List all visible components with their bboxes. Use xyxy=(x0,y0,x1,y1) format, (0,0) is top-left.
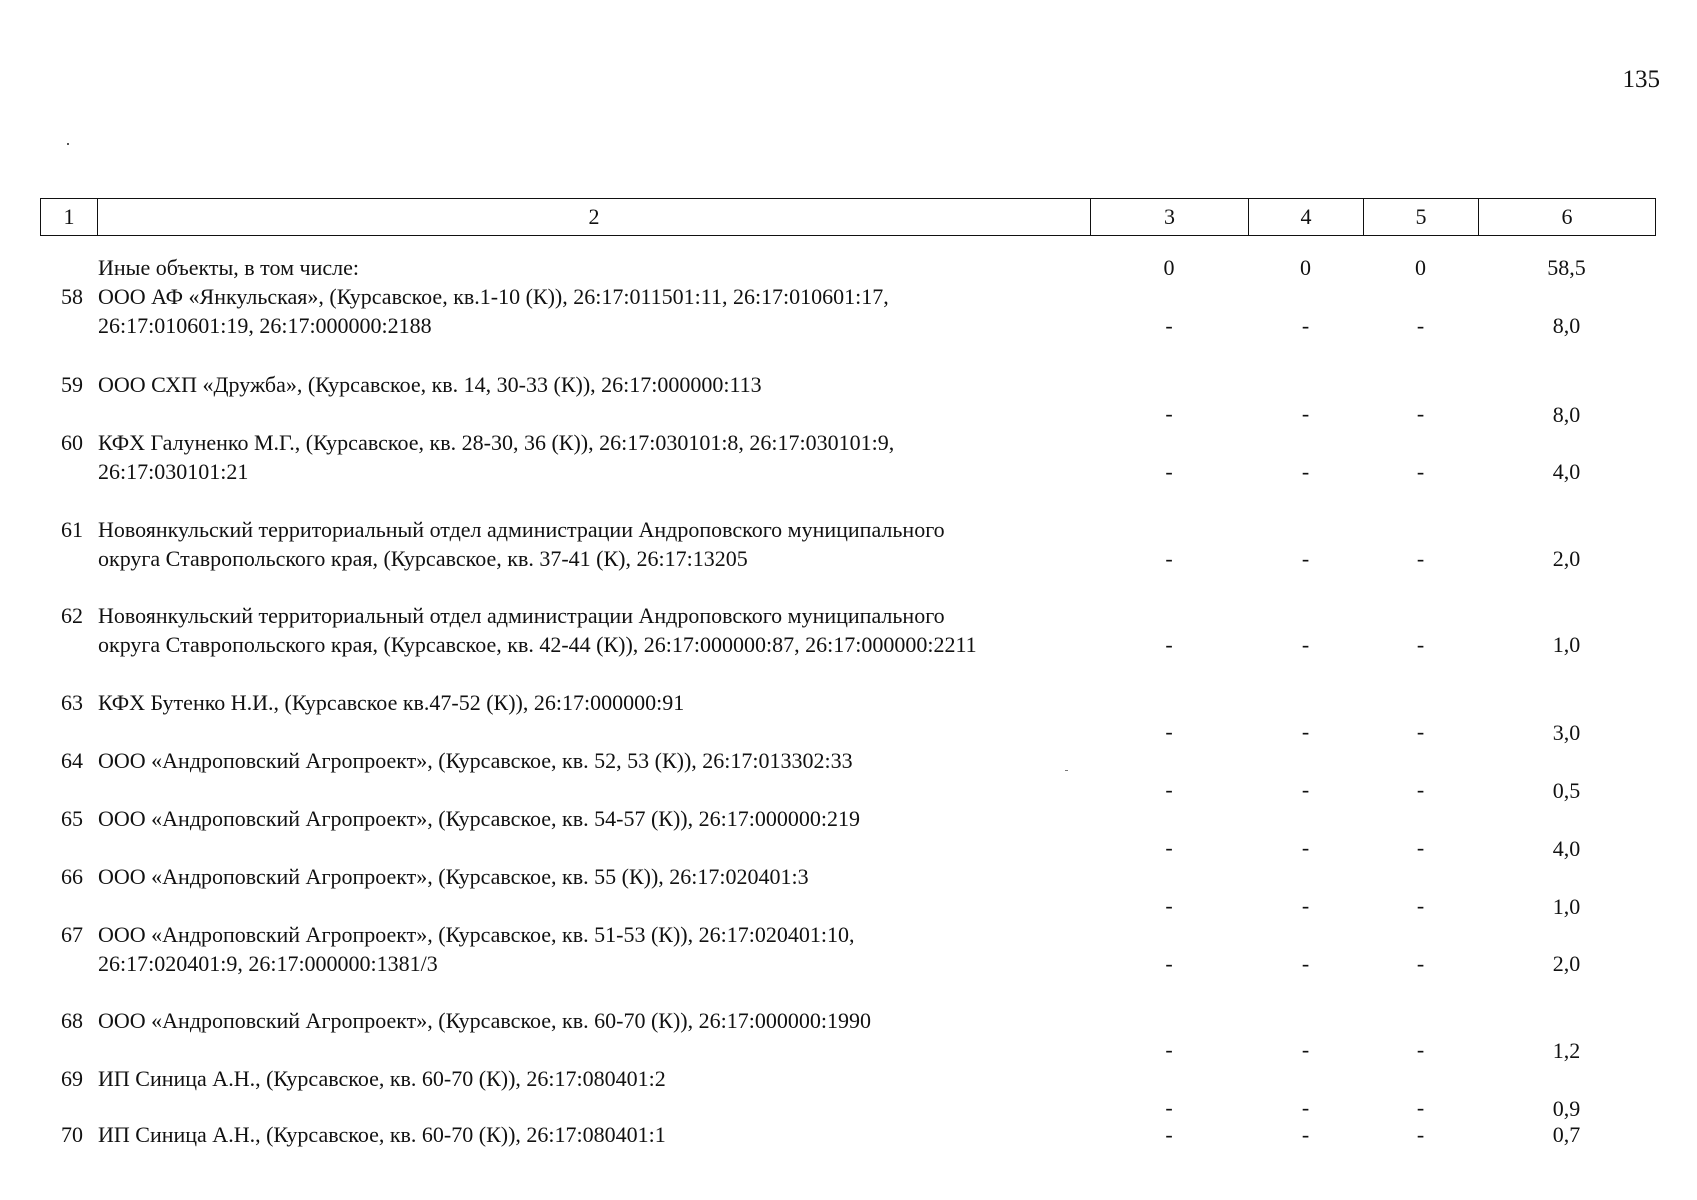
row-description xyxy=(98,370,1098,399)
row-description-line: ООО АФ «Янкульская», (Курсавское, кв.1-10 (К)), 26:17:011501:11, 26:17:010601:17, xyxy=(98,284,889,309)
row-col6-value: 0,5 xyxy=(1552,778,1581,803)
row-number: 67 xyxy=(61,922,83,947)
row-description-line: Новоянкульский территориальный отдел администрации Андроповского муниципального xyxy=(98,603,945,628)
row-col3-value: - xyxy=(1165,632,1173,657)
row-description-line: КФХ Галуненко М.Г., (Курсавское, кв. 28-30, 36 (К)), 26:17:030101:8, 26:17:030101:9, xyxy=(98,430,895,455)
row-col6-value: 8,0 xyxy=(1552,402,1581,427)
row-description-line: ООО «Андроповский Агропроект», (Курсавское, кв. 51-53 (К)), 26:17:020401:10, xyxy=(98,922,855,947)
column-header-1: 1 xyxy=(41,199,98,236)
row-number: 63 xyxy=(61,690,83,715)
row-col3-value: - xyxy=(1165,401,1173,426)
scan-speck xyxy=(67,143,69,145)
row-col5-value: - xyxy=(1416,951,1425,976)
row-col6-value: 2,0 xyxy=(1552,951,1581,976)
row-col5-value: - xyxy=(1416,719,1425,744)
group-col3-value: 0 xyxy=(1163,255,1175,280)
row-col6-value: 1,2 xyxy=(1552,1038,1581,1063)
column-header-5: 5 xyxy=(1364,199,1479,236)
row-col3-value: - xyxy=(1165,1037,1173,1062)
row-col4-value: - xyxy=(1301,313,1310,338)
column-header-4: 4 xyxy=(1249,199,1364,236)
row-col4-value: - xyxy=(1301,719,1310,744)
row-description-line: округа Ставропольского края, (Курсавское, кв. 37-41 (К), 26:17:13205 xyxy=(98,546,748,571)
row-number: 68 xyxy=(61,1008,83,1033)
row-number: 62 xyxy=(61,603,83,628)
row-description-line: ООО «Андроповский Агропроект», (Курсавское, кв. 55 (К)), 26:17:020401:3 xyxy=(98,864,809,889)
row-description xyxy=(98,862,1098,891)
row-number: 59 xyxy=(61,372,83,397)
row-number: 64 xyxy=(61,748,83,773)
row-col6-value: 8,0 xyxy=(1552,313,1581,338)
row-col4-value: - xyxy=(1301,632,1310,657)
group-col4-value: 0 xyxy=(1300,255,1311,280)
row-col6-value: 3,0 xyxy=(1552,720,1581,745)
row-col4-value: - xyxy=(1301,835,1310,860)
row-col3-value: - xyxy=(1165,1122,1173,1147)
row-description xyxy=(98,804,1098,833)
row-description xyxy=(98,746,1098,775)
row-col3-value: - xyxy=(1165,313,1173,338)
row-col4-value: - xyxy=(1301,1122,1310,1147)
row-description xyxy=(98,515,1098,573)
row-col5-value: - xyxy=(1416,1095,1425,1120)
row-description-line: ООО «Андроповский Агропроект», (Курсавское, кв. 60-70 (К)), 26:17:000000:1990 xyxy=(98,1008,871,1033)
row-description-line: КФХ Бутенко Н.И., (Курсавское кв.47-52 (К)), 26:17:000000:91 xyxy=(98,690,685,715)
group-col5-value: 0 xyxy=(1415,255,1426,280)
row-col4-value: - xyxy=(1301,893,1310,918)
row-col3-value: - xyxy=(1165,951,1173,976)
row-description-line: 26:17:010601:19, 26:17:000000:2188 xyxy=(98,313,432,338)
row-col3-value: - xyxy=(1165,459,1173,484)
row-number: 66 xyxy=(61,864,83,889)
row-description xyxy=(98,1064,1098,1093)
row-col4-value: - xyxy=(1301,1037,1310,1062)
row-description xyxy=(98,920,1098,978)
row-col5-value: - xyxy=(1416,546,1425,571)
row-col6-value: 2,0 xyxy=(1552,546,1581,571)
row-description-line: ИП Синица А.Н., (Курсавское, кв. 60-70 (К)), 26:17:080401:1 xyxy=(98,1122,666,1147)
row-col5-value: - xyxy=(1416,777,1425,802)
row-description xyxy=(98,688,1098,717)
row-col6-value: 0,9 xyxy=(1552,1096,1581,1121)
column-header-row xyxy=(41,199,1656,236)
row-col6-value: 0,7 xyxy=(1552,1122,1581,1147)
row-col5-value: - xyxy=(1416,835,1425,860)
row-number: 60 xyxy=(61,430,83,455)
row-number: 65 xyxy=(61,806,83,831)
column-header-table xyxy=(40,198,1656,236)
row-col6-value: 1,0 xyxy=(1552,894,1581,919)
row-col5-value: - xyxy=(1416,632,1425,657)
row-col5-value: - xyxy=(1416,1037,1425,1062)
row-col3-value: - xyxy=(1165,546,1173,571)
row-col4-value: - xyxy=(1301,459,1310,484)
row-description xyxy=(98,282,1098,340)
group-col6-value: 58,5 xyxy=(1547,255,1586,280)
row-number: 61 xyxy=(61,517,83,542)
row-col4-value: - xyxy=(1301,1095,1310,1120)
row-col3-value: - xyxy=(1165,777,1173,802)
row-description xyxy=(98,601,1098,659)
row-description-line: округа Ставропольского края, (Курсавское, кв. 42-44 (К)), 26:17:000000:87, 26:17:000000:2211 xyxy=(98,632,977,657)
row-col3-value: - xyxy=(1165,893,1173,918)
row-number: 70 xyxy=(61,1122,83,1147)
row-col6-value: 4,0 xyxy=(1552,459,1581,484)
row-col5-value: - xyxy=(1416,459,1425,484)
row-col5-value: - xyxy=(1416,893,1425,918)
column-header-3: 3 xyxy=(1091,199,1249,236)
row-description-line: ООО «Андроповский Агропроект», (Курсавское, кв. 54-57 (К)), 26:17:000000:219 xyxy=(98,806,860,831)
row-description xyxy=(98,1120,1098,1149)
row-col4-value: - xyxy=(1301,951,1310,976)
row-description-line: ООО СХП «Дружба», (Курсавское, кв. 14, 30-33 (К)), 26:17:000000:113 xyxy=(98,372,762,397)
row-col5-value: - xyxy=(1416,313,1425,338)
row-description-line: 26:17:020401:9, 26:17:000000:1381/3 xyxy=(98,951,438,976)
row-description-line: ООО «Андроповский Агропроект», (Курсавское, кв. 52, 53 (К)), 26:17:013302:33 xyxy=(98,748,853,773)
row-col6-value: 1,0 xyxy=(1552,632,1581,657)
row-description-line: Новоянкульский территориальный отдел администрации Андроповского муниципального xyxy=(98,517,945,542)
row-col3-value: - xyxy=(1165,719,1173,744)
row-number: 69 xyxy=(61,1066,83,1091)
row-col4-value: - xyxy=(1301,777,1310,802)
row-col5-value: - xyxy=(1416,401,1425,426)
row-number: 58 xyxy=(61,284,83,309)
row-description xyxy=(98,1006,1098,1035)
row-col4-value: - xyxy=(1301,401,1310,426)
row-description-line: 26:17:030101:21 xyxy=(98,459,249,484)
row-description xyxy=(98,428,1098,486)
column-header-6: 6 xyxy=(1479,199,1656,236)
row-col6-value: 4,0 xyxy=(1552,836,1581,861)
column-header-2: 2 xyxy=(98,199,1091,236)
row-col5-value: - xyxy=(1416,1122,1425,1147)
row-col3-value: - xyxy=(1165,835,1173,860)
page-number: 135 xyxy=(1622,66,1660,93)
row-col4-value: - xyxy=(1301,546,1310,571)
row-col3-value: - xyxy=(1165,1095,1173,1120)
row-description-line: ИП Синица А.Н., (Курсавское, кв. 60-70 (К)), 26:17:080401:2 xyxy=(98,1066,666,1091)
group-title: Иные объекты, в том числе: xyxy=(98,255,359,280)
